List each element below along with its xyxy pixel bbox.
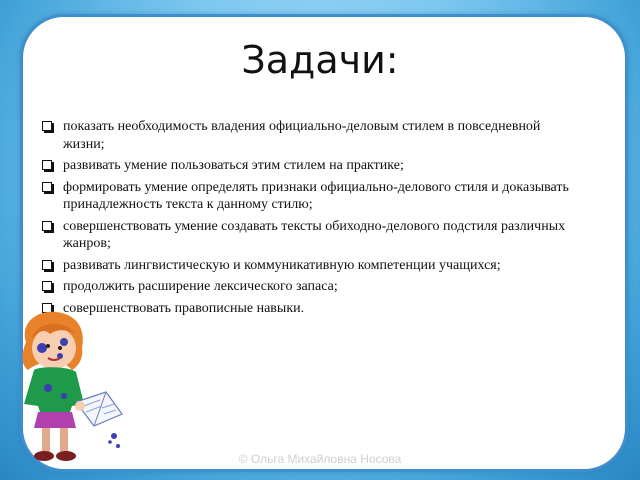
list-item: [40, 257, 580, 275]
square-bullet-icon: [42, 221, 52, 231]
list-item-text: продолжить расширение лексического запаса;: [63, 279, 338, 294]
slide-title: Задачи:: [241, 38, 399, 82]
square-bullet-icon: [42, 121, 52, 131]
list-item: [40, 179, 580, 214]
square-bullet-icon: [42, 160, 52, 170]
list-item: [40, 157, 580, 175]
task-list: [40, 118, 580, 321]
list-item-text: совершенствовать умение создавать тексты обиходно-делового подстиля различных жанров;: [63, 218, 566, 251]
list-item-text: развивать умение пользоваться этим стилем на практике;: [63, 158, 404, 173]
girl-with-book-illustration: [14, 308, 134, 466]
square-bullet-icon: [42, 182, 52, 192]
list-item-text: развивать лингвистическую и коммуникативную компетенции учащихся;: [63, 257, 501, 273]
list-item: [40, 218, 580, 253]
square-bullet-icon: [42, 281, 52, 291]
list-item-text: формировать умение определять признаки официально-делового стиля и доказывать принадлежность текста к данному стилю;: [63, 179, 569, 212]
list-item: [40, 118, 580, 153]
square-bullet-icon: [42, 260, 52, 270]
list-item-text: совершенствовать правописные навыки.: [63, 300, 305, 316]
list-item: [40, 278, 580, 296]
watermark: © Ольга Михайловна Носова: [238, 452, 402, 466]
list-item-text: показать необходимость владения официально-деловым стилем в повседневной жизни;: [63, 119, 541, 152]
